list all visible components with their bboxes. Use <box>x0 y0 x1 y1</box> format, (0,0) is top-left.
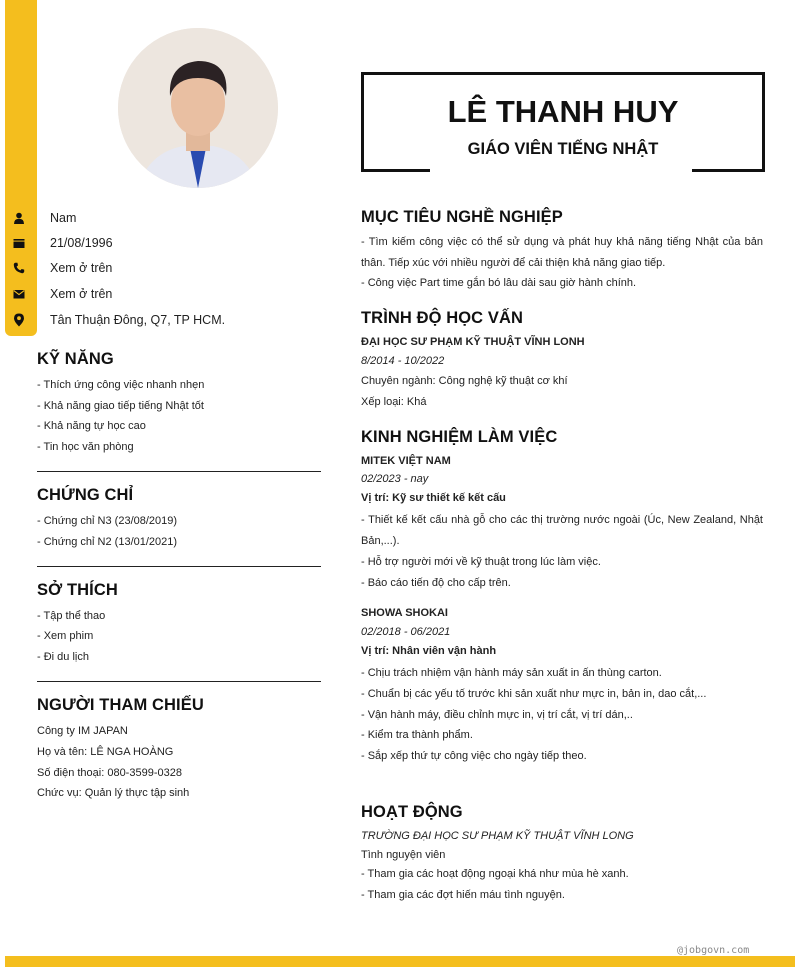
skill-item: - Khả năng giao tiếp tiếng Nhật tốt <box>37 400 204 412</box>
contact-birthdate <box>10 232 310 254</box>
objective-line: - Tìm kiếm công việc có thể sử dụng và phát huy khả năng tiếng Nhật của bản thân. Tiếp xúc với nhiều người để cải thiện khả năng giao tiếp. <box>361 236 763 269</box>
section-divider <box>37 471 321 472</box>
education-period: 8/2014 - 10/2022 <box>361 355 445 367</box>
education-heading: TRÌNH ĐỘ HỌC VẤN <box>361 309 524 327</box>
activity-item: - Tham gia các hoạt động ngoại khá như mùa hè xanh. <box>361 868 629 880</box>
objective-heading: MỤC TIÊU NGHỀ NGHIỆP <box>361 208 563 226</box>
job-duty: - Chịu trách nhiệm vận hành máy sản xuất in ấn thùng carton. <box>361 667 662 679</box>
certificates-heading: CHỨNG CHỈ <box>37 486 134 504</box>
education-school: ĐẠI HỌC SƯ PHẠM KỸ THUẬT VĨNH LONH <box>361 336 585 348</box>
skill-item: - Tin học văn phòng <box>37 441 134 453</box>
job-duty: - Kiểm tra thành phẩm. <box>361 729 473 741</box>
certificate-item: - Chứng chỉ N2 (13/01/2021) <box>37 536 178 548</box>
job-duty: - Hỗ trợ người mới về kỹ thuật trong lúc làm việc. <box>361 556 601 568</box>
location-pin-icon <box>10 311 28 329</box>
email-value: Xem ở trên <box>50 287 113 301</box>
reference-line: Chức vụ: Quản lý thực tập sinh <box>37 787 190 799</box>
birthdate-value: 21/08/1996 <box>50 236 113 250</box>
reference-line: Số điện thoại: 080-3599-0328 <box>37 767 182 779</box>
contact-address <box>10 309 310 331</box>
job-duty: - Báo cáo tiến độ cho cấp trên. <box>361 577 511 589</box>
contact-gender <box>10 207 310 229</box>
job-company: MITEK VIỆT NAM <box>361 455 451 467</box>
activity-item: - Tham gia các đợt hiến máu tình nguyện. <box>361 889 565 901</box>
job-duty: - Sắp xếp thứ tự công việc cho ngày tiếp theo. <box>361 750 587 762</box>
accent-footer-bar <box>5 956 795 967</box>
activity-organization: TRƯỜNG ĐẠI HỌC SƯ PHẠM KỸ THUẬT VĨNH LONG <box>361 830 634 842</box>
hobby-item: - Tập thể thao <box>37 610 106 622</box>
candidate-job-title: GIÁO VIÊN TIẾNG NHẬT <box>467 140 659 158</box>
hobby-item: - Đi du lịch <box>37 651 89 663</box>
education-major: Chuyên ngành: Công nghệ kỹ thuật cơ khí <box>361 375 568 387</box>
section-divider <box>37 566 321 567</box>
job-period: 02/2023 - nay <box>361 473 429 485</box>
job-duty: - Chuẩn bị các yếu tố trước khi sản xuất như mực in, bản in, dao cắt,... <box>361 688 707 700</box>
gender-value: Nam <box>50 211 77 225</box>
skills-heading: KỸ NĂNG <box>37 350 114 368</box>
reference-line: Công ty IM JAPAN <box>37 725 128 737</box>
contact-email <box>10 283 310 305</box>
job-period: 02/2018 - 06/2021 <box>361 626 451 638</box>
job-company: SHOWA SHOKAI <box>361 607 448 619</box>
contact-phone <box>10 257 310 279</box>
reference-line: Họ và tên: LÊ NGA HOÀNG <box>37 746 174 758</box>
activity-role: Tình nguyện viên <box>361 849 446 861</box>
activities-heading: HOẠT ĐỘNG <box>361 803 463 821</box>
skill-item: - Thích ứng công việc nhanh nhẹn <box>37 379 205 391</box>
job-position: Vị trí: Kỹ sư thiết kế kết cấu <box>361 492 506 504</box>
section-divider <box>37 681 321 682</box>
person-icon <box>10 209 28 227</box>
site-watermark: @jobgovn.com <box>677 945 750 956</box>
objective-line: - Công việc Part time gắn bó lâu dài sau giờ hành chính. <box>361 277 637 289</box>
skill-item: - Khả năng tự học cao <box>37 420 146 432</box>
candidate-name: LÊ THANH HUY <box>447 94 679 129</box>
phone-value: Xem ở trên <box>50 261 113 275</box>
certificate-item: - Chứng chỉ N3 (23/08/2019) <box>37 515 178 527</box>
experience-heading: KINH NGHIỆM LÀM VIỆC <box>361 428 558 446</box>
box-border-gap <box>430 169 692 172</box>
job-position: Vị trí: Nhân viên vận hành <box>361 645 497 657</box>
job-duty: - Thiết kế kết cấu nhà gỗ cho các thị trường nước ngoài (Úc, New Zealand, Nhật Bản,...). <box>361 514 763 547</box>
references-heading: NGƯỜI THAM CHIẾU <box>37 696 204 714</box>
hobby-item: - Xem phim <box>37 630 94 642</box>
calendar-icon <box>10 234 28 252</box>
education-grade: Xếp loại: Khá <box>361 396 427 408</box>
job-duty: - Vận hành máy, điều chỉnh mực in, vị trí cắt, vị trí dán,.. <box>361 709 633 721</box>
profile-photo <box>118 28 278 188</box>
mail-icon <box>10 285 28 303</box>
hobbies-heading: SỞ THÍCH <box>37 581 118 599</box>
phone-icon <box>10 259 28 277</box>
address-value: Tân Thuận Đông, Q7, TP HCM. <box>50 313 226 327</box>
